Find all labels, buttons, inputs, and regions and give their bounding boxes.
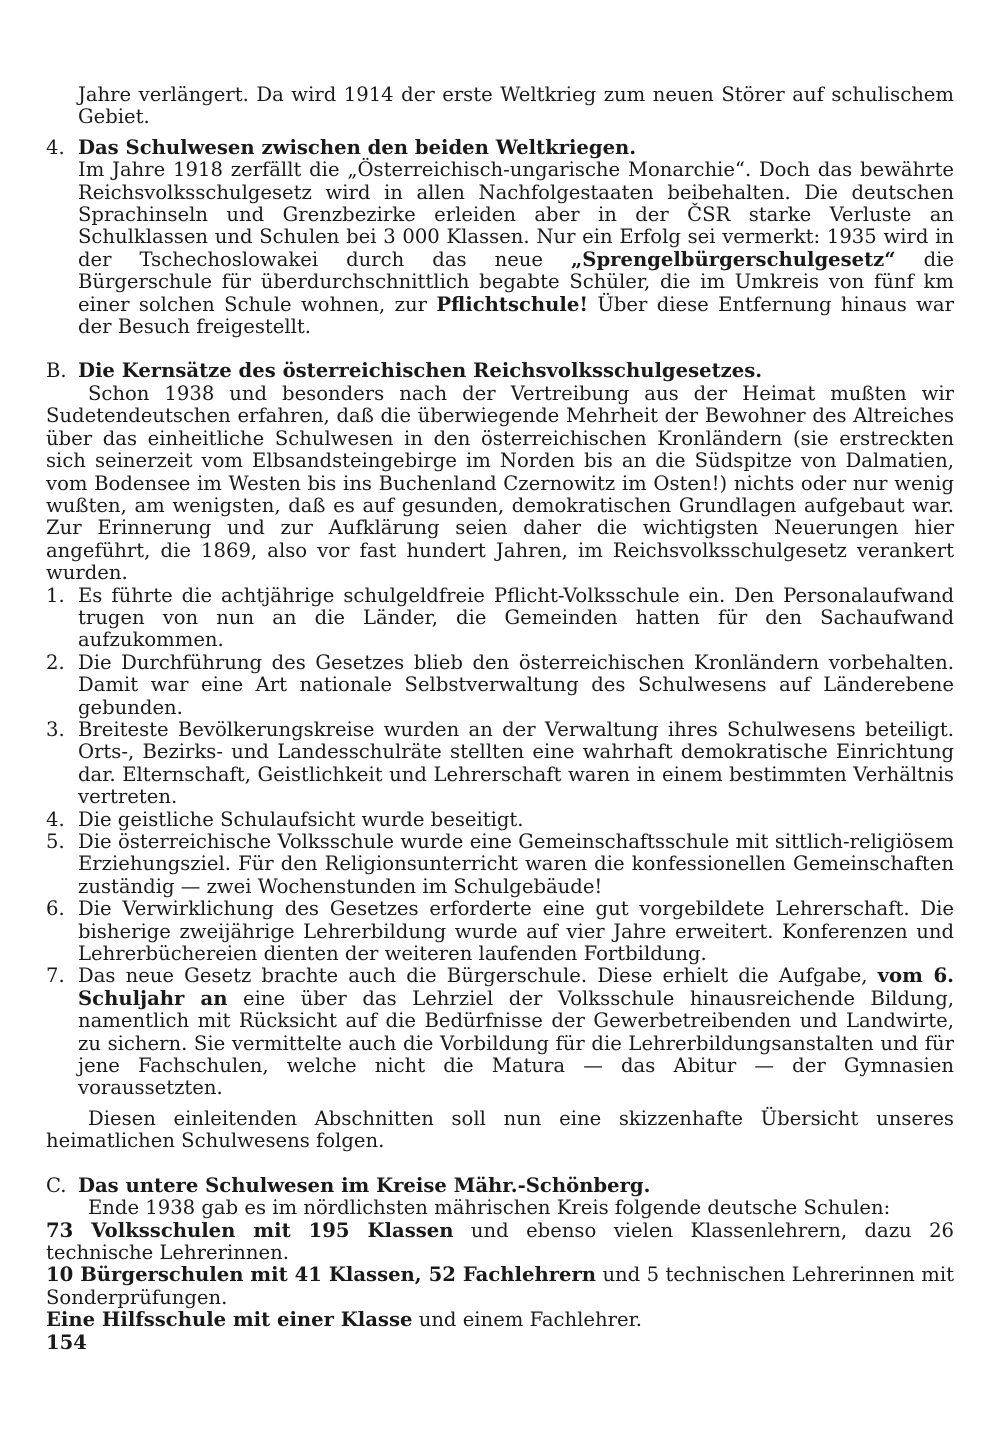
section-b-letter: B. — [46, 359, 67, 383]
item-4-heading: Das Schulwesen zwischen den beiden Weltkriegen. — [78, 135, 637, 159]
item-4-body: Im Jahre 1918 zerfällt die „Österreichisch-ungarische Monarchie“. Doch das bewährte Reichsvolksschulgesetz wird in allen Nachfolgestaaten beibehalten. Die deutschen Sprachinseln und Grenzbezirke erleiden aber in der ČSR starke Verluste an Schulklassen und Schulen bei 3 000 Klassen. Nur ein Erfolg sei vermerkt: 1935 wird in der Tschechoslowakei durch das neue „Sprengelbürgerschulgesetz“ die Bürgerschule für überdurchschnittlich begabte Schüler, die im Umkreis von fünf km einer solchen Schule wohnen, zur Pflichtschule! Über diese Entfernung hinaus war der Besuch freigestellt. — [78, 158, 954, 339]
section-b-closing: Diesen einleitenden Abschnitten soll nun eine skizzenhafte Übersicht unseres heimatlichen Schulwesens folgen. — [46, 1106, 954, 1153]
stat-hilfsschule: Eine Hilfsschule mit einer Klasse und einem Fachlehrer. — [46, 1308, 643, 1332]
list-item: 2. Die Durchführung des Gesetzes blieb den österreichischen Kronländern vorbehalten. Damit war eine Art nationale Selbstverwaltung des Schulwesens auf Länderebene gebunden. — [46, 650, 954, 719]
item-4-number: 4. — [46, 135, 65, 159]
stat-volksschulen: 73 Volksschulen mit 195 Klassen und ebenso vielen Klassenlehrern, dazu 26 technische Lehrerinnen. — [46, 1218, 954, 1264]
list-item: 5. Die österreichische Volksschule wurde eine Gemeinschaftsschule mit sittlich-religiösem Erziehungsziel. Für den Religionsunterricht waren die konfessionellen Gemeinschaften zuständig — zwei Wochenstunden im Schulgebäude! — [46, 830, 954, 898]
section-b-heading — [46, 360, 954, 382]
continuation-text: Jahre verlängert. Da wird 1914 der erste Weltkrieg zum neuen Störer auf schulischem Gebiet. — [78, 83, 954, 129]
law-name: „Sprengelbürgerschulgesetz“ — [571, 247, 896, 271]
section-c-letter: C. — [46, 1173, 67, 1197]
page-number: 154 — [46, 1331, 87, 1354]
list-item: 3. Breiteste Bevölkerungskreise wurden an der Verwaltung ihres Schulwesens beteiligt. Orts-, Bezirks- und Landesschulräte stellten eine wahrhaft demokratische Einrichtung dar. Elternschaft, Geistlichkeit und Lehrerschaft waren in einem bestimmten Verhältnis vertreten. — [46, 717, 954, 809]
section-b-title: Die Kernsätze des österreichischen Reichsvolksschulgesetzes. — [78, 359, 763, 383]
list-item: 4. Die geistliche Schulaufsicht wurde beseitigt. — [46, 807, 524, 831]
stat-buergerschulen: 10 Bürgerschulen mit 41 Klassen, 52 Fachlehrern und 5 technischen Lehrerinnen mit Sonderprüfungen. — [46, 1263, 954, 1309]
item-4 — [46, 137, 954, 339]
section-c-title: Das untere Schulwesen im Kreise Mähr.-Schönberg. — [78, 1173, 651, 1197]
list-item: 6. Die Verwirklichung des Gesetzes erforderte eine gut vorgebildete Lehrerschaft. Die bisherige zweijährige Lehrerbildung wurde auf vier Jahre erweitert. Konferenzen und Lehrerbüchereien dienten der weiteren laufenden Fortbildung. — [46, 897, 954, 966]
page-content — [46, 84, 954, 1332]
section-c-heading — [46, 1175, 954, 1197]
list-item: 7. Das neue Gesetz brachte auch die Bürgerschule. Diese erhielt die Aufgabe, vom 6. Schuljahr an eine über das Lehrziel der Volksschule hinausreichende Bildung, namentlich mit Rücksicht auf die Bedürfnisse der Gewerbetreibenden und Landwirte, zu sichern. Sie vermittelte auch die Vorbildung für die Lehrerbildungsanstalten und für jene Fachschulen, welche nicht die Matura — das Abitur — der Gymnasien voraussetzten. — [46, 964, 954, 1100]
list-item: 1. Es führte die achtjährige schulgeldfreie Pflicht-Volksschule ein. Den Personalaufwand trugen von nun an die Länder, die Gemeinden hatten für den Sachaufwand aufzukommen. — [46, 583, 954, 652]
sixth-school-year: vom 6. Schuljahr an — [78, 964, 954, 1010]
section-c-intro: Ende 1938 gab es im nördlichsten mährischen Kreis folgende deutsche Schulen: — [88, 1196, 891, 1220]
compulsory-school: Pflichtschule! — [436, 292, 588, 316]
section-b-intro: Schon 1938 und besonders nach der Vertreibung aus der Heimat mußten wir Sudetendeutschen erfahren, daß die überwiegende Mehrheit der Bewohner des Altreiches über das einheitliche Schulwesen in den österreichischen Kronländern (sie erstreckten sich seinerzeit vom Elbsandsteingebirge im Norden bis an die Südspitze von Dalmatien, vom Bodensee im Westen bis ins Buchenland Czernowitz im Osten!) nichts oder nur wenig wußten, am wenigsten, daß es auf gesunden, demokratischen Grundlagen aufgebaut war. Zur Erinnerung und zur Aufklärung seien daher die wichtigsten Neuerungen hier angeführt, die 1869, also vor fast hundert Jahren, im Reichsvolksschulgesetz verankert wurden. — [46, 381, 954, 585]
